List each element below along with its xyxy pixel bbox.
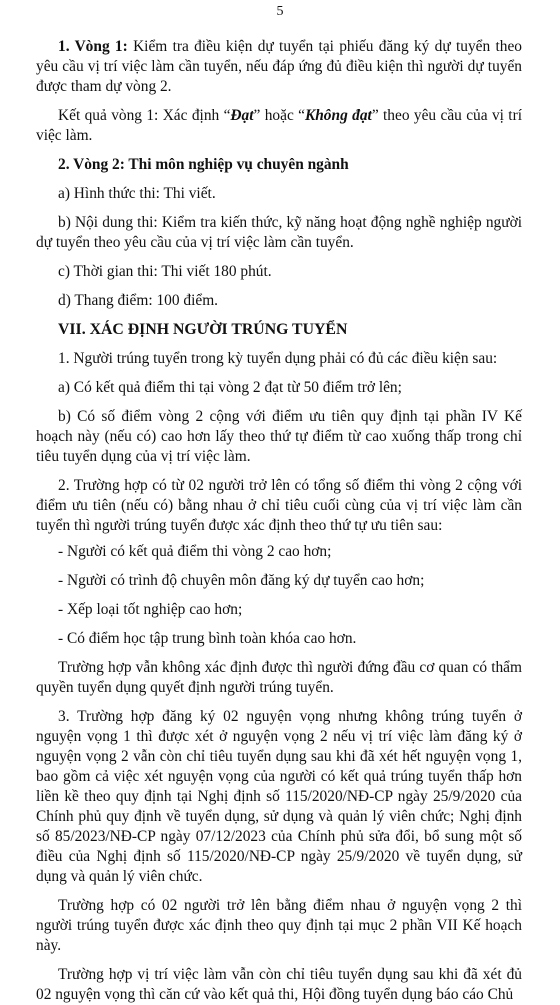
result-fail: Không đạt [304, 107, 372, 124]
round-1-label: 1. Vòng 1: [58, 38, 128, 55]
tie-break-item-3: - Xếp loại tốt nghiệp cao hơn; [58, 601, 243, 618]
criteria-intro: 1. Người trúng tuyển trong kỳ tuyển dụng phải có đủ các điều kiện sau: [58, 350, 498, 367]
result-pass: Đạt [230, 107, 254, 124]
result-text-post: ” theo yêu cầu của vị trí việc làm. [36, 107, 522, 144]
section-7-heading: VII. XÁC ĐỊNH NGƯỜI TRÚNG TUYỂN [58, 321, 348, 338]
tie-break-intro: 2. Trường hợp có từ 02 người trở lên có tổng số điểm thi vòng 2 cộng với điểm ưu tiên (nếu có) bằng nhau ở chỉ tiêu cuối cùng của vị trí việc làm cần tuyển thì người trúng tuyển được xác định theo thứ tự ưu tiên sau: [36, 477, 522, 534]
tie-break-item-4: - Có điểm học tập trung bình toàn khóa cao hơn. [58, 630, 357, 647]
round-2-item-c: c) Thời gian thi: Thi viết 180 phút. [58, 263, 272, 280]
round-1-text: Kiểm tra điều kiện dự tuyển tại phiếu đăng ký dự tuyển theo yêu cầu vị trí việc làm cần tuyển, nếu đáp ứng đủ điều kiện thì người dự tuyển được tham dự vòng 2. [36, 38, 522, 95]
remaining-quota-paragraph: Trường hợp vị trí việc làm vẫn còn chỉ tiêu tuyển dụng sau khi đã xét đủ 02 nguyện vọng thì căn cứ vào kết quả thi, Hội đồng tuyển dụng báo cáo Chủ [36, 966, 522, 1003]
tie-break-item-1: - Người có kết quả điểm thi vòng 2 cao hơn; [58, 543, 332, 560]
round-1-result [36, 106, 522, 146]
second-preference-note: Trường hợp có 02 người trở lên bằng điểm nhau ở nguyện vọng 2 thì người trúng tuyển được xác định theo quy định tại mục 2 phần VII Kế hoạch này. [36, 897, 522, 954]
result-text-pre: Kết quả vòng 1: Xác định “ [58, 107, 231, 124]
round-2-item-b: b) Nội dung thi: Kiểm tra kiến thức, kỹ năng hoạt động nghề nghiệp người dự tuyển theo yêu cầu của vị trí việc làm cần tuyển. [36, 214, 522, 251]
second-preference-paragraph: 3. Trường hợp đăng ký 02 nguyện vọng nhưng không trúng tuyển ở nguyện vọng 1 thì được xét ở nguyện vọng 2 nếu vị trí việc làm đăng ký ở nguyện vọng 2 vẫn còn chỉ tiêu tuyển dụng sau khi đã xét hết nguyện vọng 1, bao gồm cả việc xét nguyện vọng của người có kết quả trúng tuyển thấp hơn liền kề theo quy định tại Nghị định số 115/2020/NĐ-CP ngày 25/9/2020 của Chính phủ quy định về tuyển dụng, sử dụng và quản lý viên chức; Nghị định số 85/2023/NĐ-CP ngày 07/12/2023 của Chính phủ sửa đổi, bổ sung một số điều của Nghị định số 115/2020/NĐ-CP ngày 25/9/2020 về tuyển dụng, sử dụng và quản lý viên chức. [36, 708, 522, 885]
round-1-paragraph [36, 37, 522, 97]
page-number: 5 [276, 4, 284, 19]
criteria-a: a) Có kết quả điểm thi tại vòng 2 đạt từ 50 điểm trở lên; [58, 379, 402, 396]
round-2-item-a: a) Hình thức thi: Thi viết. [58, 185, 216, 202]
criteria-b: b) Có số điểm vòng 2 cộng với điểm ưu tiên quy định tại phần IV Kế hoạch này (nếu có) cao hơn lấy theo thứ tự điểm từ cao xuống thấp trong chỉ tiêu tuyển dụng của vị trí việc làm. [36, 408, 522, 465]
document-body [36, 37, 522, 1005]
tie-break-note: Trường hợp vẫn không xác định được thì người đứng đầu cơ quan có thẩm quyền tuyển dụng quyết định người trúng tuyển. [36, 659, 522, 696]
round-2-heading: 2. Vòng 2: Thi môn nghiệp vụ chuyên ngành [58, 156, 349, 173]
round-2-item-d: d) Thang điểm: 100 điểm. [58, 292, 219, 309]
tie-break-item-2: - Người có trình độ chuyên môn đăng ký dự tuyển cao hơn; [58, 572, 425, 589]
result-text-mid: ” hoặc “ [253, 107, 305, 124]
